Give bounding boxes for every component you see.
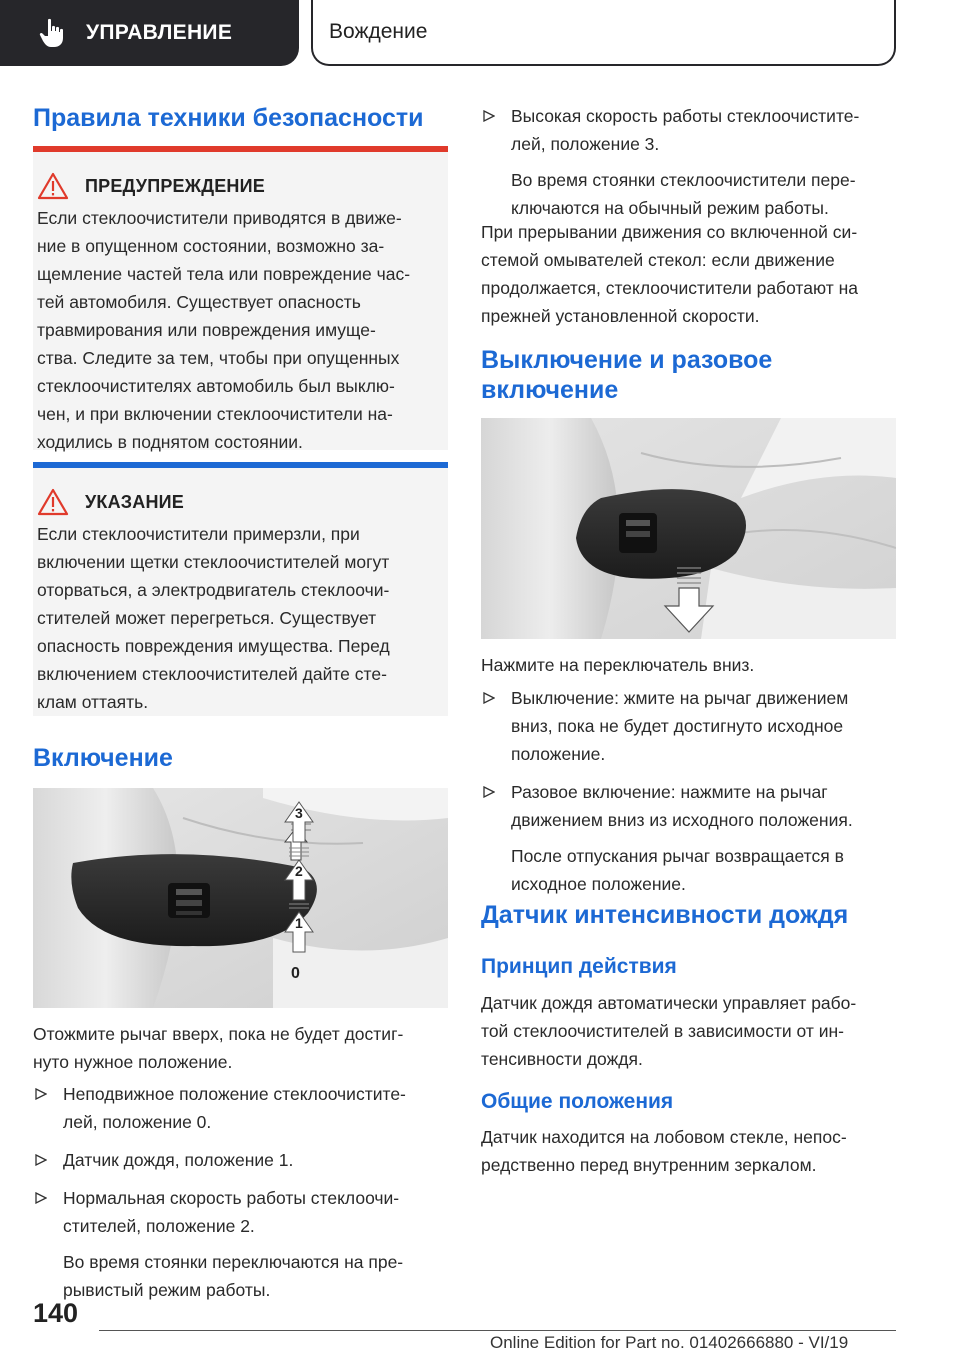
text-line: нуто нужное положение.: [33, 1052, 233, 1072]
warning-text: [37, 204, 432, 456]
text-line: редственно перед внутренним зеркалом.: [481, 1155, 817, 1175]
list-item: [481, 684, 896, 768]
position-label-2: 2: [295, 863, 303, 879]
page-header: [0, 0, 960, 66]
bullet-triangle-icon: [35, 1154, 47, 1166]
text-line: стеклоочистителях автомобиль был выклю-: [37, 376, 395, 396]
title-line: Выключение и разовое: [481, 346, 773, 374]
text-line: исходное положение.: [511, 874, 686, 894]
text-line: положение.: [511, 744, 606, 764]
rain-sensor-title: Датчик интенсивности дождя: [481, 901, 849, 929]
warning-box: [33, 152, 448, 450]
general-text: [481, 1123, 896, 1179]
wiper-lever-positions-image: [33, 788, 448, 1008]
safety-title: Правила техники безопасности: [33, 104, 424, 132]
text-line: чен, и при включении стеклоочистители на-: [37, 404, 393, 424]
notice-triangle-icon: [37, 488, 69, 516]
text-line: оторваться, а электродвигатель стеклоочи-: [37, 580, 390, 600]
hand-pointer-icon: [36, 16, 70, 50]
edition-text: Online Edition for Part no. 01402666880 - VI/19: [490, 1333, 849, 1352]
text-line: ключаются на обычный режим работы.: [511, 198, 829, 218]
general-title: Общие положения: [481, 1090, 674, 1113]
chapter-tab-label: УПРАВЛЕНИЕ: [86, 21, 233, 44]
text-line: стителей, положение 2.: [63, 1216, 255, 1236]
warning-title: ПРЕДУПРЕЖДЕНИЕ: [85, 175, 265, 196]
text-line: включении щетки стеклоочистителей могут: [37, 552, 390, 572]
text-line: тенсивности дождя.: [481, 1049, 643, 1069]
text-line: Во время стоянки стеклоочистители пере-: [511, 170, 856, 190]
text-line: щемление частей тела или повреждение час-: [37, 264, 411, 284]
notice-text: [37, 520, 432, 716]
text-line: клам оттаять.: [37, 692, 149, 712]
section-tab[interactable]: [311, 0, 896, 66]
list-item: [481, 102, 896, 222]
text-line: Неподвижное положение стеклоочистите-: [63, 1084, 406, 1104]
warning-title-row: [37, 172, 432, 200]
text-line: травмирования или повреждения имуще-: [37, 320, 376, 340]
title-line: включение: [481, 376, 619, 404]
text-line: прежней установленной скорости.: [481, 306, 760, 326]
text-line: Разовое включение: нажмите на рычаг: [511, 782, 828, 802]
list-continued: [481, 102, 896, 222]
bullet-triangle-icon: [35, 1088, 47, 1100]
text-line: Во время стоянки переключаются на пре-: [63, 1252, 404, 1272]
text-line: После отпускания рычаг возвращается в: [511, 846, 844, 866]
list-item-note: [511, 842, 896, 898]
text-line: Нормальная скорость работы стеклоочи-: [63, 1188, 400, 1208]
bullet-triangle-icon: [35, 1192, 47, 1204]
positions-list: [33, 1080, 448, 1304]
notice-box: [33, 468, 448, 716]
position-label-1: 1: [295, 915, 303, 931]
list-item: [33, 1080, 448, 1136]
text-line: ходились в поднятом состоянии.: [37, 432, 303, 452]
page-number: 140: [33, 1298, 79, 1328]
list-item: [33, 1146, 448, 1174]
interrupt-paragraph: [481, 218, 896, 330]
bullet-triangle-icon: [483, 786, 495, 798]
text-line: Датчик дождя автоматически управляет рабо-: [481, 993, 857, 1013]
text-line: Датчик находится на лобовом стекле, непос-: [481, 1127, 847, 1147]
chapter-tab[interactable]: [0, 0, 299, 66]
text-line: Если стеклоочистители приводятся в движе-: [37, 208, 402, 228]
bullet-triangle-icon: [483, 110, 495, 122]
notice-title-row: [37, 488, 432, 516]
principle-title: Принцип действия: [481, 955, 677, 978]
text-line: Высокая скорость работы стеклоочистите-: [511, 106, 860, 126]
text-line: стителей может перегреться. Существует: [37, 608, 377, 628]
position-label-3: 3: [295, 805, 303, 821]
text-line: продолжается, стеклоочистители работают на: [481, 278, 858, 298]
notice-title: УКАЗАНИЕ: [85, 491, 185, 512]
text-line: тей автомобиля. Существует опасность: [37, 292, 361, 312]
text-line: движением вниз из исходного положения.: [511, 810, 853, 830]
text-line: Выключение: жмите на рычаг движением: [511, 688, 849, 708]
text-line: Отожмите рычаг вверх, пока не будет достиг-: [33, 1024, 404, 1044]
text-line: той стеклоочистителей в зависимости от ин-: [481, 1021, 844, 1041]
section-title-on: Включение: [33, 744, 173, 772]
text-line: ства. Следите за тем, чтобы при опущенных: [37, 348, 400, 368]
text-line: опасность повреждения имущества. Перед: [37, 636, 390, 656]
text-line: ние в опущенном состоянии, возможно за-: [37, 236, 385, 256]
text-line: рывистый режим работы.: [63, 1280, 271, 1300]
text-line: включением стеклоочистителей дайте сте-: [37, 664, 387, 684]
warning-triangle-icon: [37, 172, 69, 200]
principle-text: [481, 989, 896, 1073]
text-line: вниз, пока не будет достигнуто исходное: [511, 716, 844, 736]
off-list: [481, 684, 896, 898]
list-item-note: [511, 166, 896, 222]
section-title-off: [481, 345, 772, 405]
text-line: При прерывании движения со включенной си-: [481, 222, 858, 242]
list-item-note: [63, 1248, 448, 1304]
text-line: Датчик дождя, положение 1.: [63, 1150, 294, 1170]
text-line: лей, положение 3.: [511, 134, 660, 154]
list-item: [33, 1184, 448, 1304]
wiper-lever-press-down-image: [481, 418, 896, 639]
intro-text: [33, 1020, 448, 1076]
list-item: [481, 778, 896, 898]
position-label-0: 0: [291, 965, 300, 982]
text-line: лей, положение 0.: [63, 1112, 212, 1132]
footer-divider: [99, 1330, 896, 1331]
section-tab-label: Вождение: [329, 20, 428, 43]
bullet-triangle-icon: [483, 692, 495, 704]
press-instruction: Нажмите на переключатель вниз.: [481, 655, 755, 675]
text-line: Если стеклоочистители примерзли, при: [37, 524, 360, 544]
text-line: стемой омывателей стекол: если движение: [481, 250, 835, 270]
